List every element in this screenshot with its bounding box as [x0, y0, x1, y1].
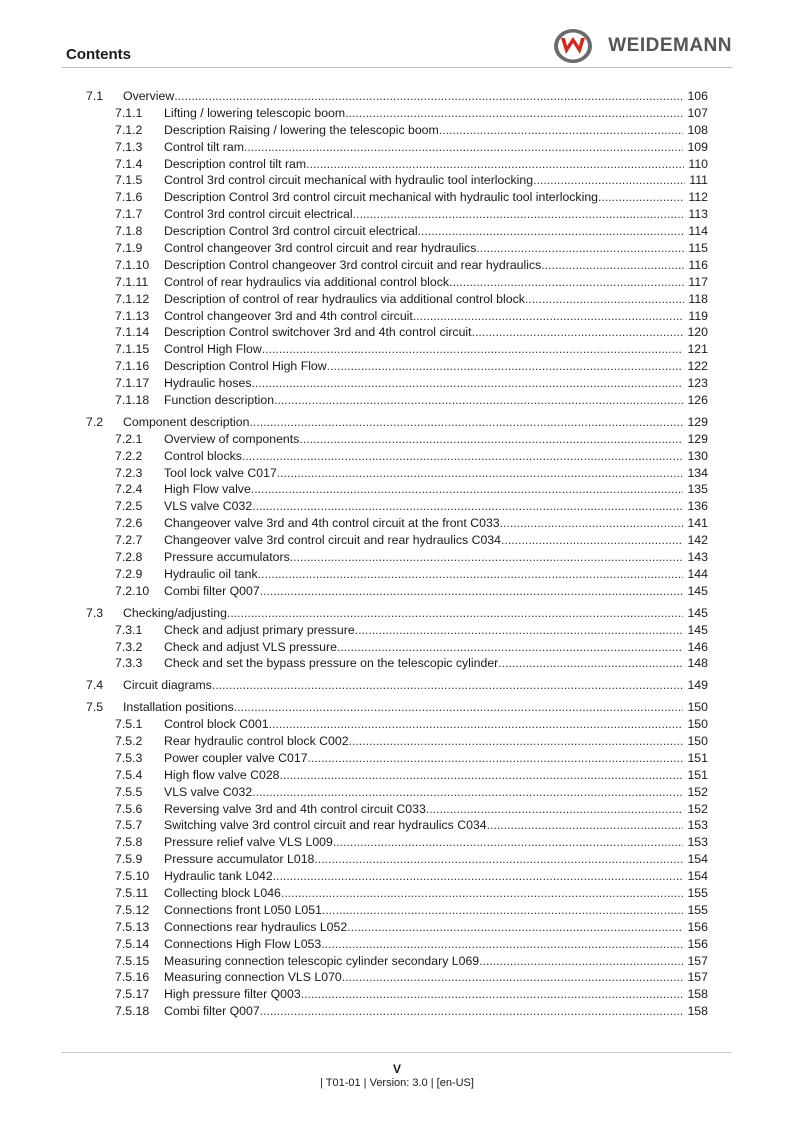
toc-entry-title[interactable]: High flow valve C028	[164, 767, 280, 782]
dot-leader	[598, 189, 684, 206]
toc-entry-page[interactable]: 158	[687, 1004, 708, 1019]
toc-entry-number: 7.1.1	[115, 105, 143, 120]
toc-entry-page[interactable]: 151	[687, 750, 708, 765]
dot-leader	[262, 341, 684, 358]
toc-entry-title[interactable]: Connections High Flow L053	[164, 936, 322, 951]
dot-leader	[260, 583, 684, 600]
toc-entry-page[interactable]: 150	[687, 733, 708, 748]
toc-entry-page[interactable]: 114	[688, 224, 708, 239]
toc-subentry[interactable]	[86, 156, 708, 173]
dot-leader	[541, 257, 684, 274]
toc-entry-number: 7.1.9	[115, 241, 143, 256]
toc-entry-number: 7.5.4	[115, 767, 143, 782]
toc-subentry[interactable]	[86, 767, 708, 784]
toc-subentry[interactable]	[86, 986, 708, 1003]
toc-entry-page[interactable]: 152	[687, 801, 708, 816]
toc-entry-page[interactable]: 109	[687, 139, 708, 154]
toc-entry-title[interactable]: Pressure accumulators	[164, 550, 290, 565]
toc-subentry[interactable]	[86, 750, 708, 767]
dot-leader	[306, 156, 684, 173]
toc-entry-title[interactable]: Description Control switchover 3rd and 4th control circuit	[164, 325, 472, 340]
toc-entry-title[interactable]: Switching valve 3rd control circuit and rear hydraulics C034	[164, 818, 487, 833]
toc-entry-number: 7.1	[86, 89, 104, 103]
dot-leader	[449, 274, 684, 291]
toc-entry-number: 7.5.7	[115, 818, 143, 833]
dot-leader	[327, 358, 684, 375]
toc-entry-title[interactable]: Rear hydraulic control block C002	[164, 733, 349, 748]
toc-entry-page[interactable]: 149	[687, 678, 708, 693]
toc-subentry[interactable]	[86, 936, 708, 953]
toc-entry-page[interactable]: 144	[687, 566, 708, 581]
toc-entry-number: 7.2.7	[115, 533, 143, 548]
toc-entry-page[interactable]: 117	[688, 274, 708, 289]
toc-entry-number: 7.3.1	[115, 622, 143, 637]
toc-entry-page[interactable]: 150	[687, 717, 708, 732]
dot-leader	[322, 902, 684, 919]
toc-entry-number: 7.2.3	[115, 465, 143, 480]
toc-subentry[interactable]	[86, 257, 708, 274]
toc-entry-title[interactable]: Tool lock valve C017	[164, 465, 277, 480]
toc-entry-title[interactable]: Installation positions	[123, 700, 234, 715]
toc-subentry[interactable]	[86, 801, 708, 818]
toc-section-entry[interactable]	[86, 605, 708, 622]
toc-entry-title[interactable]: Control blocks	[164, 448, 242, 463]
toc-entry-number: 7.1.16	[115, 359, 150, 374]
toc-subentry[interactable]	[86, 392, 708, 409]
dot-leader	[472, 324, 684, 341]
toc-subentry[interactable]	[86, 274, 708, 291]
toc-subentry[interactable]	[86, 919, 708, 936]
toc-entry-page[interactable]: 136	[687, 499, 708, 514]
toc-subentry[interactable]	[86, 716, 708, 733]
toc-entry-title[interactable]: Control block C001	[164, 717, 269, 732]
toc-entry-number: 7.2.2	[115, 448, 143, 463]
dot-leader	[269, 716, 684, 733]
toc-entry-page[interactable]: 130	[687, 448, 708, 463]
toc-entry-title[interactable]: Component description	[123, 414, 250, 429]
toc-entry-title[interactable]: Description Control 3rd control circuit electrical	[164, 224, 418, 239]
dot-leader	[337, 639, 684, 656]
toc-entry-page[interactable]: 156	[687, 936, 708, 951]
toc-entry-title[interactable]: Control 3rd control circuit electrical	[164, 207, 353, 222]
toc-entry-title[interactable]: Checking/adjusting	[123, 605, 227, 620]
toc-entry-page[interactable]: 145	[687, 622, 708, 637]
toc-entry-title[interactable]: Description Control 3rd control circuit mechanical with hydraulic tool interlocking	[164, 190, 598, 205]
dot-leader	[280, 767, 684, 784]
toc-subentry[interactable]	[86, 566, 708, 583]
toc-entry-title[interactable]: Control of rear hydraulics via additional control block	[164, 274, 450, 289]
toc-entry-number: 7.1.12	[115, 291, 150, 306]
toc-entry-title[interactable]: Description Raising / lowering the telescopic boom	[164, 122, 439, 137]
dot-leader	[252, 498, 683, 515]
toc-entry-number: 7.5.5	[115, 784, 143, 799]
toc-subentry[interactable]	[86, 639, 708, 656]
toc-entry-title[interactable]: Check and set the bypass pressure on the telescopic cylinder	[164, 656, 499, 671]
dot-leader	[258, 566, 684, 583]
weidemann-logo	[552, 27, 732, 65]
dot-leader	[174, 88, 683, 105]
toc-entry-page[interactable]: 108	[687, 122, 708, 137]
toc-entry-number: 7.1.4	[115, 156, 143, 171]
toc-entry-page[interactable]: 115	[688, 241, 708, 256]
toc-entry-number: 7.1.18	[115, 393, 150, 408]
toc-entry-number: 7.5.12	[115, 902, 150, 917]
toc-entry-title[interactable]: Lifting / lowering telescopic boom	[164, 105, 346, 120]
toc-entry-number: 7.5	[86, 700, 104, 715]
dot-leader	[355, 622, 684, 639]
toc-entry-page[interactable]: 146	[687, 639, 708, 654]
toc-subentry[interactable]	[86, 784, 708, 801]
dot-leader	[418, 223, 685, 240]
toc-subentry[interactable]	[86, 498, 708, 515]
toc-entry-title[interactable]: Description Control High Flow	[164, 359, 327, 374]
dot-leader	[277, 465, 684, 482]
toc-entry-title[interactable]: Description control tilt ram	[164, 156, 307, 171]
toc-entry-title[interactable]: Control changeover 3rd and 4th control circuit	[164, 308, 413, 323]
toc-entry-title[interactable]: Control High Flow	[164, 342, 262, 357]
toc-section	[86, 677, 708, 694]
toc-entry-page[interactable]: 141	[687, 516, 708, 531]
toc-subentry[interactable]	[86, 139, 708, 156]
toc-entry-number: 7.1.6	[115, 190, 143, 205]
toc-entry-number: 7.2.6	[115, 516, 143, 531]
toc-subentry[interactable]	[86, 240, 708, 257]
toc-entry-page[interactable]: 113	[688, 207, 708, 222]
toc-entry-number: 7.5.1	[115, 717, 143, 732]
dot-leader	[212, 677, 684, 694]
toc-entry-number: 7.2	[86, 414, 104, 429]
toc-entry-page[interactable]: 121	[687, 342, 708, 357]
toc-subentry[interactable]	[86, 324, 708, 341]
toc-entry-number: 7.4	[86, 678, 104, 693]
toc-entry-page[interactable]: 152	[687, 784, 708, 799]
toc-subentry[interactable]	[86, 885, 708, 902]
toc-entry-title[interactable]: Overview of components	[164, 431, 300, 446]
toc-section	[86, 699, 708, 1020]
toc-entry-title[interactable]: Overview	[123, 89, 175, 103]
toc-entry-page[interactable]: 145	[687, 605, 708, 620]
toc-entry-title[interactable]: Changeover valve 3rd and 4th control circuit at the front C033	[164, 516, 500, 531]
toc-entry-number: 7.5.8	[115, 835, 143, 850]
toc-entry-page[interactable]: 154	[687, 869, 708, 884]
dot-leader	[251, 375, 683, 392]
dot-leader	[342, 969, 684, 986]
dot-leader	[281, 885, 684, 902]
toc-subentry[interactable]	[86, 375, 708, 392]
toc-subentry[interactable]	[86, 122, 708, 139]
toc-entry-title[interactable]: Pressure relief valve VLS L009	[164, 835, 333, 850]
toc-subentry[interactable]	[86, 622, 708, 639]
dot-leader	[273, 868, 684, 885]
toc-entry-number: 7.1.14	[115, 325, 150, 340]
toc-entry-number: 7.5.13	[115, 919, 150, 934]
toc-entry-title[interactable]: Combi filter Q007	[164, 583, 260, 598]
toc-section-entry[interactable]	[86, 677, 708, 694]
version-info: | T01-01 | Version: 3.0 | [en-US]	[320, 1077, 474, 1089]
toc-entry-page[interactable]: 153	[687, 818, 708, 833]
toc-subentry[interactable]	[86, 431, 708, 448]
toc-entry-number: 7.5.15	[115, 953, 150, 968]
toc-subentry[interactable]	[86, 341, 708, 358]
toc-entry-number: 7.3.2	[115, 639, 143, 654]
page-title: Contents	[66, 46, 131, 63]
toc-entry-number: 7.3.3	[115, 656, 143, 671]
toc-entry-page[interactable]: 123	[687, 376, 708, 391]
toc-entry-title[interactable]: Connections rear hydraulics L052	[164, 919, 348, 934]
toc-subentry[interactable]	[86, 206, 708, 223]
toc-entry-page[interactable]: 154	[687, 852, 708, 867]
toc-entry-title[interactable]: Control changeover 3rd control circuit and rear hydraulics	[164, 241, 477, 256]
toc-entry-page[interactable]: 155	[687, 902, 708, 917]
toc-entry-number: 7.5.14	[115, 936, 150, 951]
toc-entry-page[interactable]: 155	[687, 885, 708, 900]
toc-subentry[interactable]	[86, 358, 708, 375]
dot-leader	[290, 549, 684, 566]
toc-entry-page[interactable]: 110	[688, 156, 708, 171]
toc-section-entry[interactable]	[86, 88, 708, 105]
toc-entry-page[interactable]: 112	[688, 190, 708, 205]
dot-leader	[252, 784, 683, 801]
toc-entry-number: 7.1.17	[115, 376, 150, 391]
toc-subentry[interactable]	[86, 834, 708, 851]
logo-text: WEIDEMANN	[608, 35, 732, 56]
dot-leader	[426, 801, 684, 818]
toc-entry-number: 7.5.17	[115, 987, 150, 1002]
dot-leader	[533, 172, 685, 189]
dot-leader	[314, 851, 683, 868]
toc-entry-number: 7.5.11	[115, 885, 149, 900]
toc-section	[86, 605, 708, 673]
toc-subentry[interactable]	[86, 733, 708, 750]
toc-entry-page[interactable]: 116	[688, 257, 708, 272]
toc-entry-page[interactable]: 153	[687, 835, 708, 850]
toc-entry-number: 7.2.10	[115, 583, 150, 598]
toc-subentry[interactable]	[86, 953, 708, 970]
toc-entry-number: 7.1.13	[115, 308, 150, 323]
toc-subentry[interactable]	[86, 223, 708, 240]
weidemann-logo-icon	[552, 27, 594, 65]
toc-subentry[interactable]	[86, 532, 708, 549]
dot-leader	[234, 699, 684, 716]
dot-leader	[251, 481, 684, 498]
toc-entry-page[interactable]: 107	[687, 105, 708, 120]
toc-entry-number: 7.1.2	[115, 122, 143, 137]
toc-entry-page[interactable]: 119	[688, 308, 708, 323]
toc-entry-page[interactable]: 118	[688, 291, 708, 306]
page-number: V	[392, 1062, 401, 1076]
dot-leader	[347, 919, 683, 936]
toc-entry-number: 7.5.9	[115, 852, 143, 867]
toc-entry-number: 7.5.3	[115, 750, 143, 765]
toc-entry-title[interactable]: Collecting block L046	[164, 885, 281, 900]
dot-leader	[299, 431, 683, 448]
toc-entry-number: 7.1.3	[115, 139, 143, 154]
toc-subentry[interactable]	[86, 851, 708, 868]
toc-subentry[interactable]	[86, 868, 708, 885]
toc-entry-title[interactable]: Hydraulic hoses	[164, 376, 252, 391]
footer-divider	[62, 1052, 732, 1053]
header-divider	[62, 67, 732, 68]
toc-entry-page[interactable]: 151	[687, 767, 708, 782]
dot-leader	[476, 240, 684, 257]
toc-entry-page[interactable]: 158	[687, 987, 708, 1002]
toc-entry-title[interactable]: Description Control changeover 3rd control circuit and rear hydraulics	[164, 257, 542, 272]
toc-entry-number: 7.1.7	[115, 207, 143, 222]
toc-subentry[interactable]	[86, 583, 708, 600]
toc-entry-number: 7.1.8	[115, 224, 143, 239]
toc-subentry[interactable]	[86, 1003, 708, 1020]
dot-leader	[353, 206, 685, 223]
toc-subentry[interactable]	[86, 481, 708, 498]
toc-entry-title[interactable]: Measuring connection telescopic cylinder secondary L069	[164, 953, 480, 968]
toc-section	[86, 88, 708, 409]
toc-subentry[interactable]	[86, 291, 708, 308]
toc-entry-page[interactable]: 142	[687, 533, 708, 548]
page-header	[62, 0, 732, 68]
toc-subentry[interactable]	[86, 515, 708, 532]
dot-leader	[321, 936, 683, 953]
toc-subentry[interactable]	[86, 969, 708, 986]
dot-leader	[501, 532, 683, 549]
toc-entry-number: 7.5.10	[115, 869, 150, 884]
dot-leader	[349, 733, 684, 750]
toc-entry-number: 7.5.2	[115, 733, 143, 748]
toc-entry-page[interactable]: 120	[687, 325, 708, 340]
dot-leader	[242, 448, 684, 465]
toc-subentry[interactable]	[86, 902, 708, 919]
toc-entry-number: 7.1.5	[115, 173, 143, 188]
toc-entry-title[interactable]: Check and adjust primary pressure	[164, 622, 355, 637]
toc-subentry[interactable]	[86, 817, 708, 834]
toc-entry-title[interactable]: Combi filter Q007	[164, 1004, 260, 1019]
dot-leader	[227, 605, 684, 622]
toc-entry-title[interactable]: Pressure accumulator L018	[164, 852, 315, 867]
toc-entry-title[interactable]: Power coupler valve C017	[164, 750, 308, 765]
toc-entry-number: 7.1.10	[115, 257, 150, 272]
dot-leader	[308, 750, 684, 767]
dot-leader	[333, 834, 684, 851]
toc-section	[86, 414, 708, 600]
toc-section-entry[interactable]	[86, 699, 708, 716]
toc-entry-page[interactable]: 145	[687, 583, 708, 598]
toc-entry-page[interactable]: 143	[687, 550, 708, 565]
toc-entry-page[interactable]: 106	[687, 89, 708, 103]
toc-entry-number: 7.2.1	[115, 431, 143, 446]
toc-entry-number: 7.1.11	[115, 274, 149, 289]
toc-section-entry[interactable]	[86, 414, 708, 431]
toc-subentry[interactable]	[86, 308, 708, 325]
toc-subentry[interactable]	[86, 549, 708, 566]
dot-leader	[249, 414, 683, 431]
toc-entry-page[interactable]: 156	[687, 919, 708, 934]
toc-entry-title[interactable]: High Flow valve	[164, 482, 251, 497]
dot-leader	[498, 655, 683, 672]
toc-entry-title[interactable]: Reversing valve 3rd and 4th control circuit C033	[164, 801, 426, 816]
toc-entry-page[interactable]: 134	[687, 465, 708, 480]
dot-leader	[413, 308, 685, 325]
toc-subentry[interactable]	[86, 105, 708, 122]
toc-entry-title[interactable]: Measuring connection VLS L070	[164, 970, 342, 985]
toc-entry-title[interactable]: VLS valve C032	[164, 784, 253, 799]
toc-entry-number: 7.5.16	[115, 970, 150, 985]
toc-subentry[interactable]	[86, 448, 708, 465]
toc-entry-page[interactable]: 111	[689, 173, 708, 188]
toc-entry-page[interactable]: 126	[687, 393, 708, 408]
toc-entry-title[interactable]: Connections front L050 L051	[164, 902, 322, 917]
toc-entry-title[interactable]: Hydraulic oil tank	[164, 566, 258, 581]
dot-leader	[301, 986, 684, 1003]
toc-subentry[interactable]	[86, 172, 708, 189]
dot-leader	[500, 515, 684, 532]
toc-entry-page[interactable]: 157	[687, 970, 708, 985]
toc-entry-title[interactable]: Check and adjust VLS pressure	[164, 639, 337, 654]
toc-subentry[interactable]	[86, 465, 708, 482]
toc-entry-number: 7.2.8	[115, 550, 143, 565]
toc-entry-number: 7.2.4	[115, 482, 143, 497]
dot-leader	[487, 817, 684, 834]
dot-leader	[345, 105, 683, 122]
toc-entry-number: 7.5.6	[115, 801, 143, 816]
toc-entry-title[interactable]: Control tilt ram	[164, 139, 244, 154]
toc-entry-title[interactable]: Changeover valve 3rd control circuit and rear hydraulics C034	[164, 533, 501, 548]
toc-entry-page[interactable]: 150	[687, 700, 708, 715]
toc-entry-number: 7.1.15	[115, 342, 150, 357]
toc-entry-page[interactable]: 157	[687, 953, 708, 968]
toc-entry-number: 7.2.5	[115, 499, 143, 514]
toc-entry-title[interactable]: Hydraulic tank L042	[164, 869, 273, 884]
dot-leader	[274, 392, 683, 409]
toc-subentry[interactable]	[86, 189, 708, 206]
toc-entry-number: 7.2.9	[115, 566, 143, 581]
toc-entry-page[interactable]: 148	[687, 656, 708, 671]
toc-entry-title[interactable]: Description of control of rear hydraulics via additional control block	[164, 291, 525, 306]
table-of-contents	[86, 88, 708, 1025]
toc-entry-page[interactable]: 122	[687, 359, 708, 374]
toc-entry-page[interactable]: 129	[687, 431, 708, 446]
toc-entry-title[interactable]: High pressure filter Q003	[164, 987, 301, 1002]
toc-entry-number: 7.3	[86, 605, 104, 620]
dot-leader	[479, 953, 683, 970]
toc-entry-page[interactable]: 135	[687, 482, 708, 497]
toc-entry-title[interactable]: Circuit diagrams	[123, 678, 212, 693]
toc-entry-title[interactable]: Control 3rd control circuit mechanical with hydraulic tool interlocking	[164, 173, 534, 188]
toc-entry-page[interactable]: 129	[687, 414, 708, 429]
toc-entry-title[interactable]: VLS valve C032	[164, 499, 253, 514]
toc-entry-number: 7.5.18	[115, 1004, 150, 1019]
dot-leader	[244, 139, 684, 156]
toc-subentry[interactable]	[86, 655, 708, 672]
dot-leader	[260, 1003, 684, 1020]
toc-entry-title[interactable]: Function description	[164, 393, 275, 408]
dot-leader	[525, 291, 685, 308]
dot-leader	[439, 122, 684, 139]
